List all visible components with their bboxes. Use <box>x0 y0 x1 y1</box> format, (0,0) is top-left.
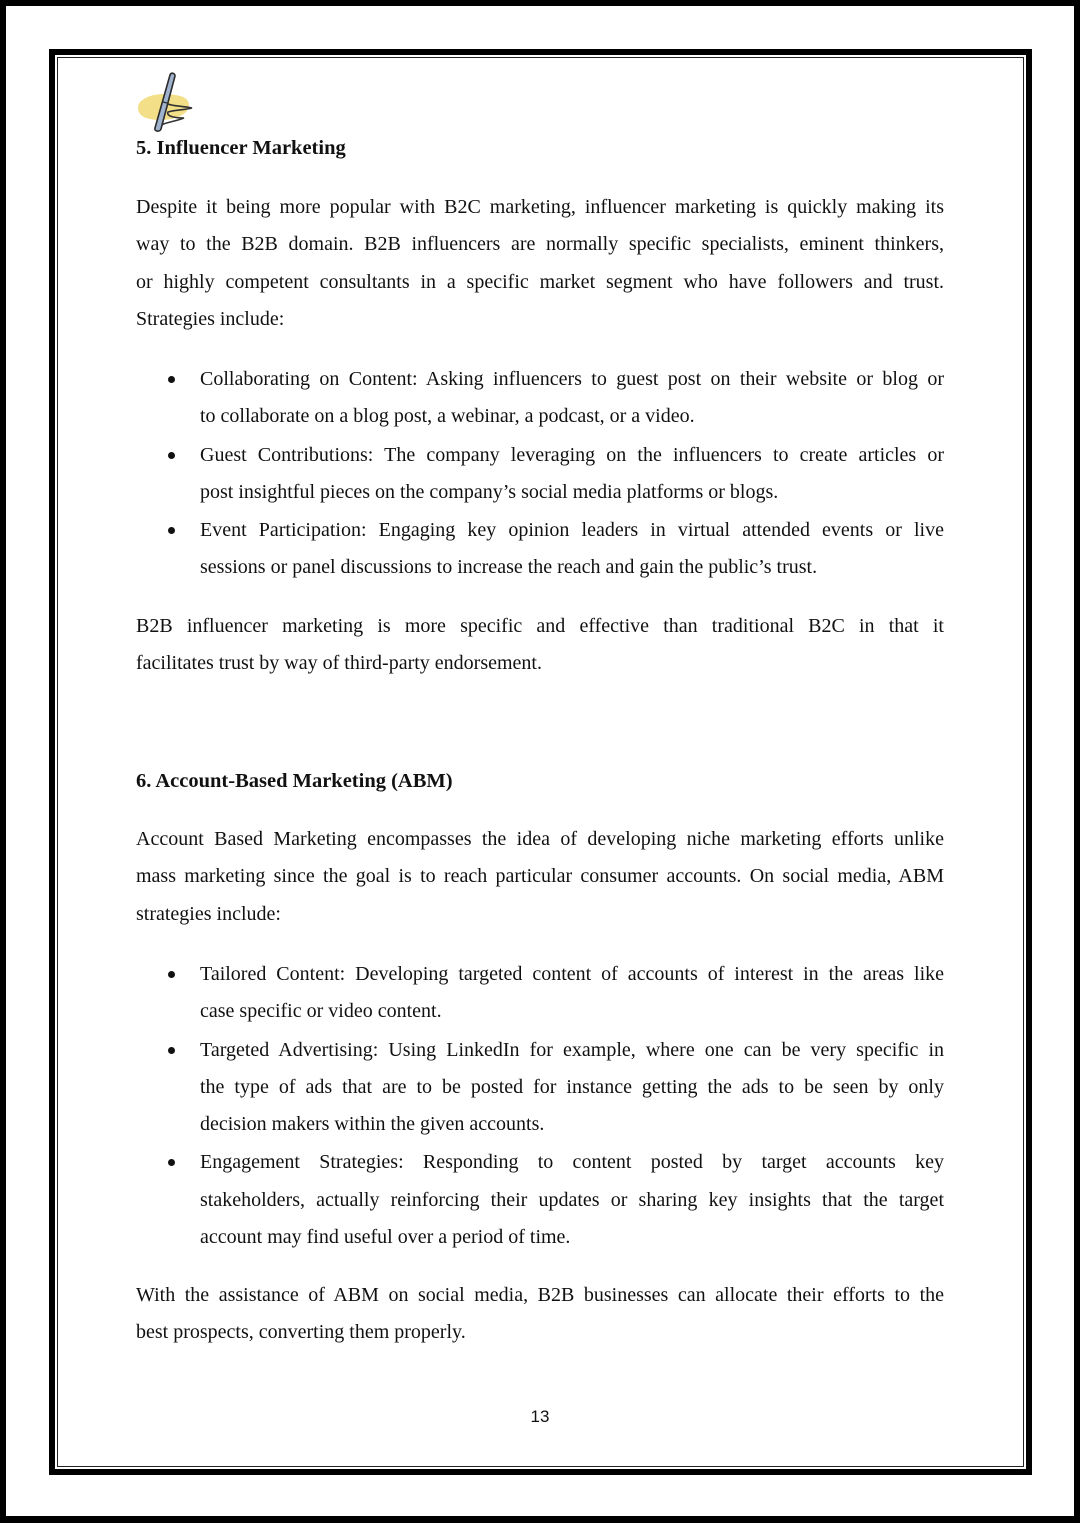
text-line: Account Based Marketing encompasses the idea of developing niche marketing efforts unlike <box>136 828 944 850</box>
text-line: Despite it being more popular with B2C marketing, influencer marketing is quickly making its <box>136 196 944 218</box>
section-intro-paragraph <box>136 821 944 933</box>
text-line: the type of ads that are to be posted for instance getting the ads to be seen by only <box>200 1075 944 1098</box>
list-item <box>136 1144 944 1256</box>
section-closing-paragraph <box>136 1277 944 1352</box>
bullet-list <box>136 956 944 1256</box>
text-line: Event Participation: Engaging key opinion leaders in virtual attended events or live <box>200 519 944 542</box>
text-line: Engagement Strategies: Responding to content posted by target accounts key <box>200 1151 944 1174</box>
bullet-icon <box>168 527 175 534</box>
text-line: Tailored Content: Developing targeted content of accounts of interest in the areas like <box>200 963 944 985</box>
section-heading: 6. Account-Based Marketing (ABM) <box>136 770 453 792</box>
text-line: to collaborate on a blog post, a webinar, a podcast, or a video. <box>200 405 695 428</box>
text-line: With the assistance of ABM on social media, B2B businesses can allocate their efforts to the <box>136 1284 944 1306</box>
list-item <box>136 1032 944 1144</box>
section-heading: 5. Influencer Marketing <box>136 137 346 159</box>
page-number: 13 <box>530 1407 550 1426</box>
text-line: strategies include: <box>136 902 281 925</box>
text-line: or highly competent consultants in a specific market segment who have followers and trust. <box>136 270 944 293</box>
list-item <box>136 437 944 512</box>
text-line: decision makers within the given accounts. <box>200 1113 545 1136</box>
bullet-icon <box>168 376 175 383</box>
section-closing-paragraph <box>136 608 944 683</box>
pen-writing-icon <box>134 72 204 134</box>
list-item <box>136 956 944 1031</box>
text-line: Collaborating on Content: Asking influencers to guest post on their website or blog or <box>200 368 944 390</box>
text-line: sessions or panel discussions to increase the reach and gain the public’s trust. <box>200 556 818 579</box>
list-item <box>136 512 944 587</box>
bullet-list <box>136 361 944 587</box>
text-line: mass marketing since the goal is to reach particular consumer accounts. On social media, ABM <box>136 865 944 888</box>
section-intro-paragraph <box>136 189 944 338</box>
list-item <box>136 361 944 436</box>
bullet-icon <box>168 1047 175 1054</box>
text-line: facilitates trust by way of third-party endorsement. <box>136 652 542 675</box>
text-line: way to the B2B domain. B2B influencers are normally specific specialists, eminent thinkers, <box>136 233 944 256</box>
text-line: case specific or video content. <box>200 1000 442 1023</box>
text-line: Targeted Advertising: Using LinkedIn for example, where one can be very specific in <box>200 1038 944 1061</box>
text-line: stakeholders, actually reinforcing their updates or sharing key insights that the target <box>200 1188 944 1211</box>
text-line: B2B influencer marketing is more specific and effective than traditional B2C in that it <box>136 615 944 637</box>
bullet-icon <box>168 971 175 978</box>
text-line: best prospects, converting them properly. <box>136 1321 466 1344</box>
text-line: post insightful pieces on the company’s social media platforms or blogs. <box>200 480 779 503</box>
bullet-icon <box>168 452 175 459</box>
text-line: account may find useful over a period of time. <box>200 1226 571 1249</box>
bullet-icon <box>168 1159 175 1166</box>
text-line: Strategies include: <box>136 307 285 330</box>
text-line: Guest Contributions: The company leveraging on the influencers to create articles or <box>200 443 944 466</box>
